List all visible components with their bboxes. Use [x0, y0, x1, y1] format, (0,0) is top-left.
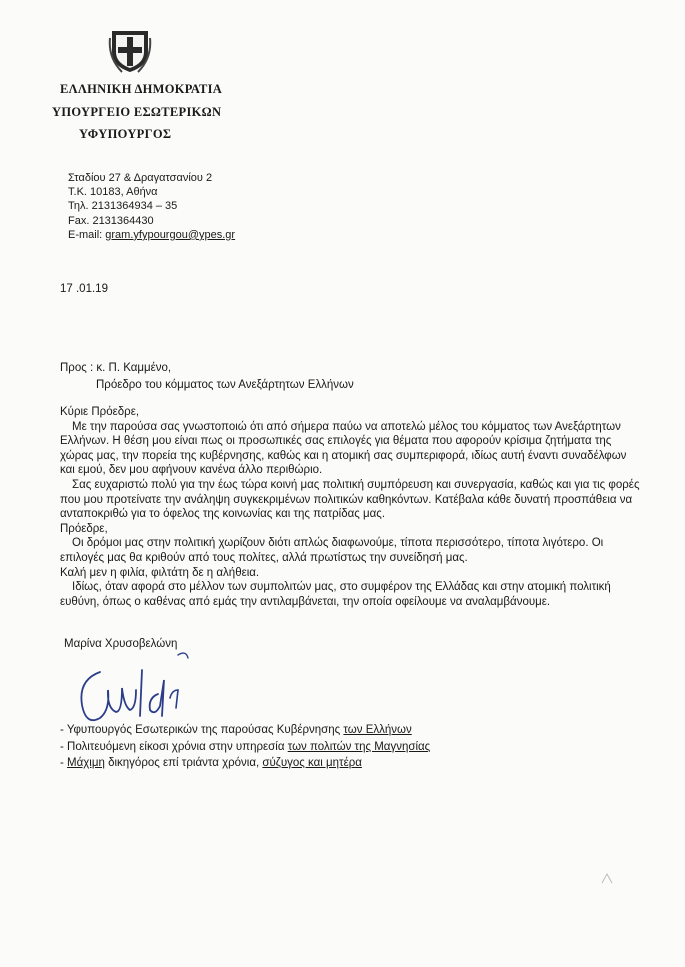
- letter-date: 17 .01.19: [60, 283, 108, 295]
- credential-dash: -: [60, 757, 68, 769]
- address-phone: Τηλ. 2131364934 – 35: [68, 200, 178, 213]
- credential-underlined: σύζυγος και μητέρα: [262, 757, 362, 769]
- credential-item: [60, 755, 430, 772]
- salutation: Κύριε Πρόεδρε,: [60, 406, 140, 418]
- address-street: Σταδίου 27 & Δραγατσανίου 2: [68, 172, 213, 184]
- email-link[interactable]: gram.yfypourgou@ypes.gr: [105, 228, 236, 241]
- letter-body: [60, 405, 640, 609]
- address-email-line: [68, 228, 235, 242]
- recipient-line1: Προς : κ. Π. Καμμένο,: [60, 362, 172, 374]
- recipient-line2: Πρόεδρο του κόμματος των Ανεξάρτητων Ελλήνων: [96, 379, 354, 391]
- credential-underlined: των Ελλήνων: [343, 724, 412, 736]
- credential-underlined: των πολιτών της Μαγνησίας: [287, 740, 431, 753]
- credential-text: δικηγόρος επί τριάντα χρόνια,: [104, 757, 263, 769]
- credential-text: - Υφυπουργός Εσωτερικών της παρούσας Κυβέρνησης: [60, 724, 344, 736]
- header-republic: ΕΛΛΗΝΙΚΗ ΔΗΜΟΚΡΑΤΙΑ: [60, 82, 223, 96]
- address-block: [68, 171, 235, 242]
- paragraph: Καλή μεν η φιλία, φιλτάτη δε η αλήθεια.: [60, 566, 260, 579]
- credential-item: [60, 739, 430, 756]
- signatory-name: Μαρίνα Χρυσοβελώνη: [64, 638, 178, 650]
- credential-text: - Πολιτευόμενη είκοσι χρόνια στην υπηρεσία: [60, 740, 288, 753]
- address-fax: Fax. 2131364430: [68, 214, 154, 227]
- paragraph: Σας ευχαριστώ πολύ για την έως τώρα κοινή μας πολιτική συμπόρευση και συνεργασία, καθώς και για τις φορές που μου προτείνατε την ανάληψη συγκεκριμένων πολιτικών καθηκόντων. Κατέβαλα κάθε δυνατή προσπάθεια να ανταποκριθώ για το όφελος της κοινωνίας και της πατρίδας μας.: [60, 478, 640, 521]
- recipient-block: [60, 360, 354, 394]
- address-postal: Τ.Κ. 10183, Αθήνα: [68, 186, 158, 199]
- credential-item: [60, 722, 430, 739]
- email-label: E-mail:: [68, 228, 106, 241]
- paragraph: Με την παρούσα σας γνωστοποιώ ότι από σήμερα παύω να αποτελώ μέλος του κόμματος των Ανεξάρτητων Ελλήνων. Η θέση μου είναι πως οι προσωπικές σας επιλογές για θέματα που αφορούν κρίσιμα ζητήματα της χώρας μας, την πορεία της κυβέρνησης, καθώς και η ατομική σας συμπεριφορά, ιδίως αυτή έναντι συναδέλφων και εμού, δεν μου αφήνουν κανένα άλλο περιθώριο.: [60, 420, 627, 477]
- credential-underlined: Μάχιμη: [67, 757, 105, 769]
- paragraph: Πρόεδρε,: [60, 522, 108, 535]
- header-ministry: ΥΠΟΥΡΓΕΙΟ ΕΣΩΤΕΡΙΚΩΝ: [52, 105, 222, 119]
- paper-mark: [600, 872, 614, 886]
- paragraph: Ιδίως, όταν αφορά στο μέλλον των συμπολιτών μας, στο συμφέρον της Ελλάδας και στην ατομική πολιτική ευθύνη, όπως ο καθένας από εμάς την αντιλαμβάνεται, την οποία οφείλουμε να αναλαμβάνουμε.: [60, 581, 611, 608]
- credentials-list: [60, 722, 430, 772]
- greek-coat-of-arms-icon: [108, 28, 152, 74]
- paragraph: Οι δρόμοι μας στην πολιτική χωρίζουν διότι απλώς διαφωνούμε, τίποτα περισσότερο, τίποτα λιγότερο. Οι επιλογές μας θα κριθούν από τους πολίτες, αλλά πρωτίστως την συνείδησή μας.: [60, 537, 604, 564]
- header-deputy-minister: ΥΦΥΠΟΥΡΓΟΣ: [79, 127, 172, 141]
